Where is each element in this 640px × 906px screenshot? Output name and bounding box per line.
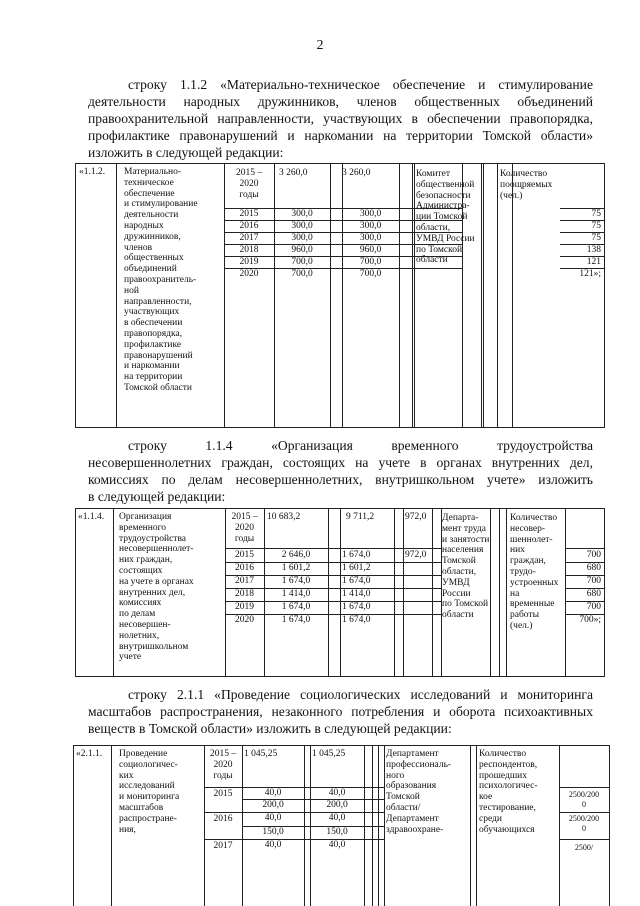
indicator-values: 700 680 700 680 700 700»; [579,550,601,625]
col4-period: 972,0 [405,512,427,522]
col2-column: 300,0 300,0 300,0 960,0 700,0 700,0 [359,209,382,279]
period-cell: 2015 – 2020 годы [209,749,237,781]
page-number: 2 [316,38,324,53]
col2-period: 9 711,2 [346,512,375,522]
total-period: 1 045,25 [244,749,278,759]
executor: Департа- мент труда и занятости населения Томской области, УМВД России по Томской области [442,513,490,621]
year-2017: 2017 [213,841,233,851]
paragraph-2 [88,437,593,505]
paragraph-line: несовершеннолетних граждан, состоящих на учете в органах внутренних дел, [88,455,593,470]
table-1-1-2 [75,163,605,428]
row-number: «1.1.2. [79,167,106,177]
total-period: 10 683,2 [267,512,301,522]
indicator: Количество несовер- шеннолет- них граждан, трудо- устроенных на временные работы (чел.) [510,513,559,631]
paragraph-3 [88,686,593,737]
executor: Департамент профессиональ- ного образования Томской области/ Департамент здравоохране- [386,749,452,835]
col2-column: 1 674,0 1 601,2 1 674,0 1 414,0 1 674,0 1 674,0 [342,550,371,625]
paragraph-line: правоохранительной направленности, участвующих в обеспечении правопорядка, [88,111,593,126]
measure-name: Организация временного трудоустройства несовершеннолет- них граждан, состоящих на учете в органах внутренних дел, комиссиях по делам несовершен- нолетних, внутришкольном учете [119,512,194,663]
total-column: 300,0 300,0 300,0 960,0 700,0 700,0 [291,209,313,279]
indicator-values: 2500/200 0 [568,790,600,809]
paragraph-line: комиссиях по делам несовершеннолетних, внутришкольном учете» изложить [88,472,593,487]
year-2016: 2016 [213,814,233,824]
col2-column: 40,0 200,0 40,0 150,0 40,0 [326,788,348,850]
paragraph-line: профилактике правонарушений и наркомании на территории Томской области» [88,128,593,143]
year-column: 2015 2016 2017 2018 2019 2020 [235,550,254,625]
table-2-1-1 [73,745,610,906]
indicator-values: 2500/ [574,843,594,852]
paragraph-line: строку 2.1.1 «Проведение социологических исследований и мониторинга [128,687,593,702]
paragraph-line: масштабов распространения, незаконного потребления и оборота психоактивных [88,704,593,719]
year-2015: 2015 [213,789,233,799]
table-1-1-4 [75,508,605,677]
total-period: 3 260,0 [279,168,308,178]
paragraph-line: в следующей редакции: [88,489,226,504]
period-cell: 2015 – 2020 годы [235,168,263,200]
indicator: Количество респондентов, прошедших психологичес- кое тестирование, среди обучающихся [479,749,538,835]
indicator: Количество поощряемых (чел.) [500,169,553,201]
year-column: 2015 2016 2017 2018 2019 2020 [239,209,259,279]
col4-2015: 972,0 [405,550,427,560]
measure-name: Проведение социологичес- ких исследований и мониторинга масштабов распростране- ния, [119,749,180,835]
paragraph-1 [88,76,593,161]
total-column: 40,0 200,0 40,0 150,0 40,0 [262,788,284,850]
paragraph-line: деятельности народных дружинников, членов общественных объединений [88,94,593,109]
measure-name: Материально- техническое обеспечение и стимулирование деятельности народных дружинников, членов общественных объединений правоохранитель- ной направленности, участвующих в обеспечении правопорядка, профилактике правонарушений и наркомании на территории Томской области [124,167,198,393]
col2-period: 3 260,0 [342,168,371,178]
paragraph-line: строку 1.1.4 «Организация временного трудоустройства [128,438,593,453]
row-number: «1.1.4. [78,512,105,522]
paragraph-line: веществ в Томской области» изложить в следующей редакции: [88,721,452,736]
total-column: 2 646,0 1 601,2 1 674,0 1 414,0 1 674,0 1 674,0 [281,550,311,625]
executor: Комитет общественной безопасности Администра- ции Томской области, УМВД России по Томской области [416,169,475,266]
col2-period: 1 045,25 [312,749,346,759]
period-cell: 2015 – 2020 годы [231,512,258,544]
indicator-values: 2500/200 0 [568,814,600,833]
row-number: «2.1.1. [76,749,103,759]
indicator-values: 75 75 75 138 121 121»; [579,209,601,279]
paragraph-line: изложить в следующей редакции: [88,145,284,160]
paragraph-line: строку 1.1.2 «Материально-техническое обеспечение и стимулирование [128,77,593,92]
